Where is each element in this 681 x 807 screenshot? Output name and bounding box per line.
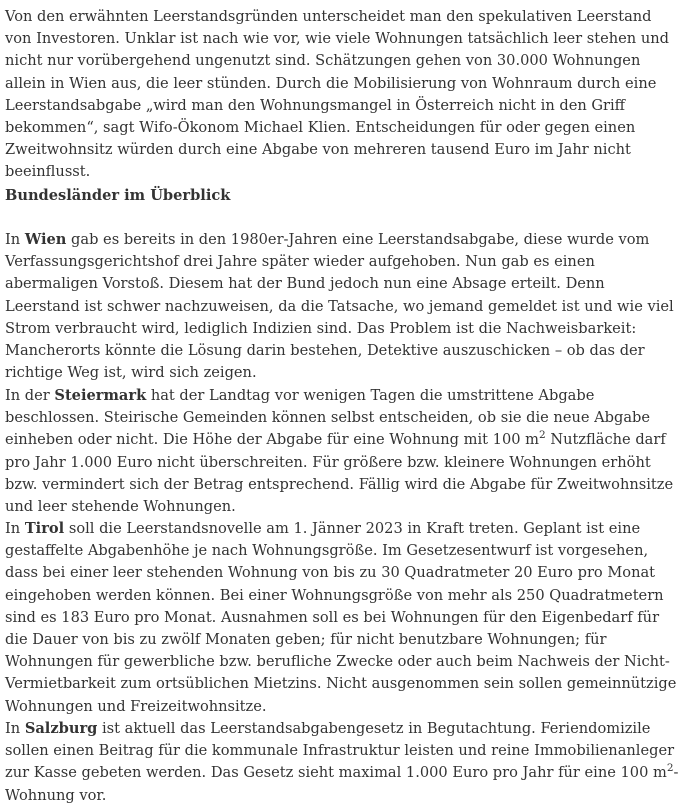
- tirol-paragraph: [5, 518, 681, 718]
- square-meter-superscript: 2: [539, 429, 546, 442]
- salzburg-text-2: -Wohnung vor.: [5, 764, 679, 804]
- salzburg-paragraph: [5, 718, 681, 807]
- steiermark-paragraph: [5, 385, 681, 518]
- tirol-region-label: Tirol: [24, 520, 65, 537]
- steiermark-text-2: Nutzfläche darf pro Jahr 1.000 Euro nicht überschreiten. Für größere bzw. kleinere Wohnungen erhöht bzw. vermindert sich der Betrag entsprechend. Fällig wird die Abgabe für Zweitwohnsitze und leer stehende Wohnungen.: [5, 431, 674, 516]
- tirol-text: soll die Leerstandsnovelle am 1. Jänner 2023 in Kraft treten. Geplant ist eine gestaffelte Abgabenhöhe je nach Wohnungsgröße. Im Gesetzesentwurf ist vorgesehen, dass bei einer leer stehenden Wohnung von bis zu 30 Quadratmeter 20 Euro pro Monat eingehoben werden können. Bei einer Wohnungsgröße von mehr als 250 Quadratmetern sind es 183 Euro pro Monat. Ausnahmen soll es bei Wohnungen für den Eigenbedarf für die Dauer von bis zu zwölf Monaten geben; für nicht benutzbare Wohnungen; für Wohnungen für gewerbliche bzw. berufliche Zwecke oder auch beim Nachweis der Nicht-Vermietbarkeit zum ortsüblichen Mietzins. Nicht ausgenommen sein sollen gemeinnützige Wohnungen und Freizeitwohnsitze.: [5, 520, 677, 715]
- wien-region-label: Wien: [24, 231, 67, 248]
- salzburg-region-label: Salzburg: [24, 720, 98, 737]
- intro-text: Von den erwähnten Leerstandsgründen unterscheidet man den spekulativen Leerstand von Investoren. Unklar ist nach wie vor, wie viele Wohnungen tatsächlich leer stehen und nicht nur vorübergehend ungenutzt sind. Schätzungen gehen von 30.000 Wohnungen allein in Wien aus, die leer stünden. Durch die Mobilisierung von Wohnraum durch eine Leerstandsabgabe „wird man den Wohnungsmangel in Österreich nicht in den Griff bekommen“, sagt Wifo-Ökonom Michael Klien. Entscheidungen für oder gegen einen Zweitwohnsitz würden durch eine Abgabe von mehreren tausend Euro im Jahr nicht beeinflusst.: [5, 8, 669, 181]
- salzburg-text-1: ist aktuell das Leerstandsabgabengesetz in Begutachtung. Feriendomizile sollen einen Beitrag für die kommunale Infrastruktur leisten und reine Immobilienanleger zur Kasse gebeten werden. Das Gesetz sieht maximal 1.000 Euro pro Jahr für eine 100 m: [5, 720, 675, 782]
- tirol-prefix: In: [5, 520, 25, 537]
- intro-paragraph: [5, 6, 681, 184]
- salzburg-prefix: In: [5, 720, 25, 737]
- section-heading: Bundesländer im Überblick: [5, 187, 231, 204]
- wien-paragraph: [5, 229, 681, 384]
- steiermark-region-label: Steiermark: [54, 387, 147, 404]
- wien-text: gab es bereits in den 1980er-Jahren eine Leerstandsabgabe, diese wurde vom Verfassungsgerichtshof drei Jahre später wieder aufgehoben. Nun gab es einen abermaligen Vorstoß. Diesem hat der Bund jedoch nun eine Absage erteilt. Denn Leerstand ist schwer nachzuweisen, da die Tatsache, wo jemand gemeldet ist und wie viel Strom verbraucht wird, lediglich Indizien sind. Das Problem ist die Nachweisbarkeit: Mancherorts könnte die Lösung darin bestehen, Detektive auszuschicken – ob das der richtige Weg ist, wird sich zeigen.: [5, 231, 674, 382]
- steiermark-text-1: hat der Landtag vor wenigen Tagen die umstrittene Abgabe beschlossen. Steirische Gemeinden können selbst entscheiden, ob sie die neue Abgabe einheben oder nicht. Die Höhe der Abgabe für eine Wohnung mit 100 m: [5, 387, 651, 449]
- square-meter-superscript: 2: [666, 762, 674, 775]
- steiermark-prefix: In der: [5, 387, 55, 404]
- wien-prefix: In: [5, 231, 25, 248]
